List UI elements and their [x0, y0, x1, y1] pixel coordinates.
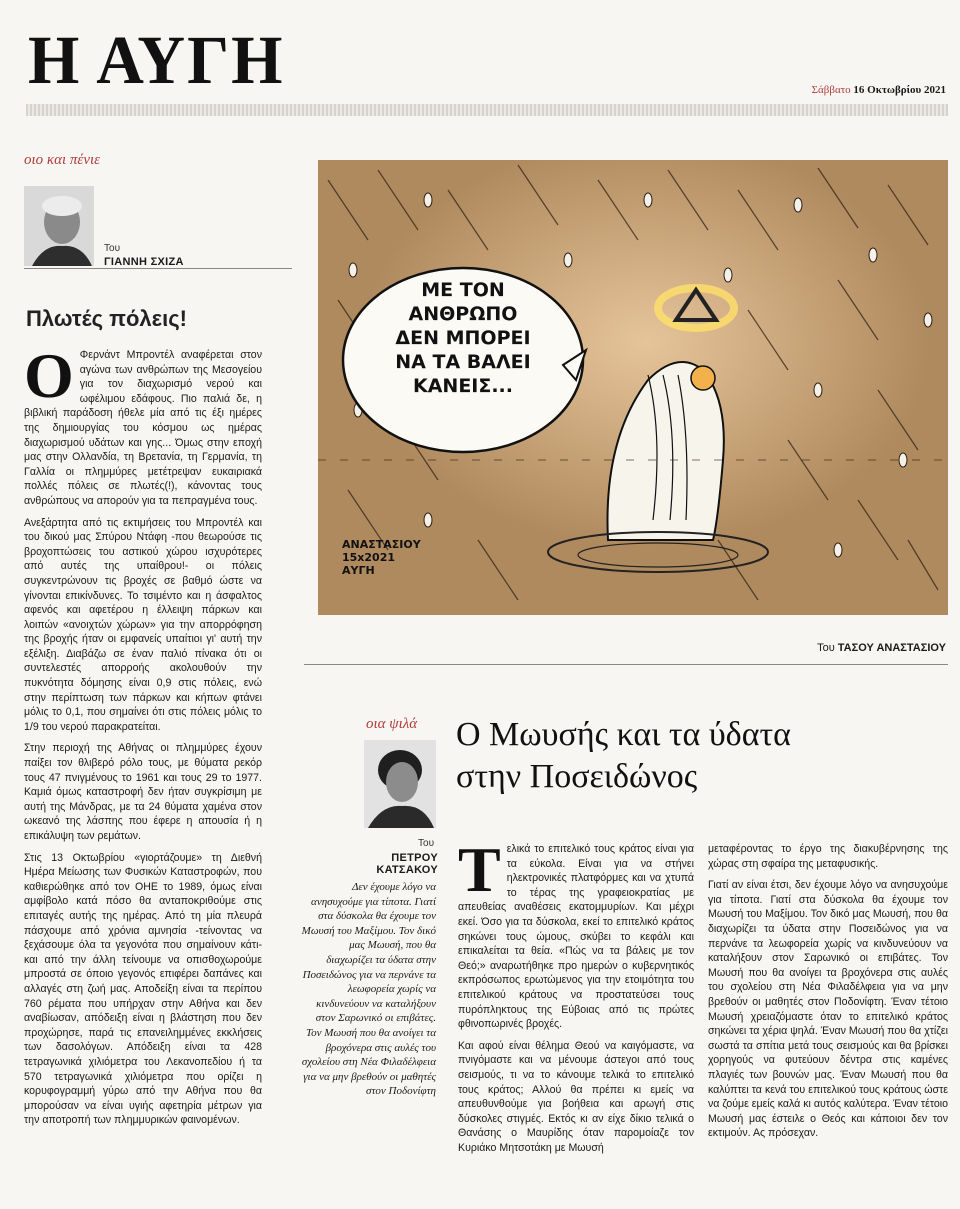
speech-line: ΔΕΝ ΜΠΟΡΕΙ: [395, 327, 531, 349]
headline-line: στην Ποσειδώνος: [456, 758, 698, 795]
signature-paper: ΑΥΓΗ: [342, 564, 375, 577]
speech-line: ΚΑΝΕΙΣ...: [412, 375, 513, 397]
byline-prefix-2: Του: [418, 838, 435, 849]
credit-name: ΤΑΣΟΥ ΑΝΑΣΤΑΣΙΟΥ: [837, 642, 946, 654]
byline-divider-1: [24, 268, 292, 269]
dropcap-2: Τ: [458, 834, 501, 905]
headline-mwysis: [456, 714, 791, 798]
paragraph: Γιατί αν είναι έτσι, δεν έχουμε λόγο να ανησυχούμε για τίποτα. Γιατί στα δύσκολα θα έχουμε τον Μωυσή του Μαξίμου. Τον δικό μας Μωυσή, που θα διαχωρίζει τα ύδατα στην Ποσειδώνος για να περνάνε τα λεωφορεία χωρίς να κινδυνεύουν να καταλήξουν στον Σαρωνικό οι επιβάτες. Τον Μωυσή που θα ανοίγει τα βροχόνερα στις αυλές του σχολείου στη Νέα Φιλαδέλφεια για να μην βρεθούν οι μαθητές στον Ποδονίφτη. Έναν τέτοιο Μωυσή χρειαζόμαστε όταν το επιτελικό κράτος σηκώνει τα χέρια ψηλά. Έναν Μωυσή που θα χτίζει σωστά τα σπίτια μετά τους σεισμούς και θα βρίσκει χορηγούς να φυτεύουν δέντρα στις καμένες πλαγιές των βουνών μας. Έναν Μωυσή που θα καλύπτει τα κενά του επιτελικού τους κράτους ώστε να ζούμε εμείς καλά κι αυτός καλύτερα. Έναν τέτοιο Μωυσή μας έστειλε ο Θεός και κάποιοι δεν τον εκτιμούν. Ας πρόσεχαν.: [708, 879, 948, 1140]
cartoon-signature: [342, 538, 421, 577]
dropcap-1: Ο: [24, 340, 74, 411]
speech-line: ΝΑ ΤΑ ΒΑΛΕΙ: [395, 351, 531, 373]
headline-plotes-poleis: Πλωτές πόλεις!: [26, 306, 187, 331]
cartoon-illustration: [318, 160, 948, 615]
paragraph: Και αφού είναι θέλημα Θεού να καιγόμαστε, να πνιγόμαστε και να μένουμε άστεγοι από τους σεισμούς, τι να το κάνουμε τελικά το επιτελικό τους κράτος; Αλλού θα πρέπει κι εμείς να απευθυνθούμε για βοήθεια και αρωγή στις δύσκολες στιγμές. Εκτός κι αν είχε δίκιο τελικά ο Θανάσης ο Μαυρίδης όταν παρομοίαζε τον Κυριάκο Μητσοτάκη με Μωυσή: [458, 1039, 694, 1154]
cartoon-divider: [304, 664, 948, 665]
pull-quote: Δεν έχουμε λόγο να ανησυχούμε για τίποτα. Γιατί στα δύσκολα θα έχουμε τον Μωυσή του Μαξίμου. Τον δικό μας Μωυσή, που θα διαχωρίζει τα ύδατα στην Ποσειδώνος για να περνάνε τα λεωφορεία χωρίς να κινδυνεύουν να καταλήξουν στον Σαρωνικό οι επιβάτες. Τον Μωυσή που θα ανοίγει τα βροχόνερα στις αυλές του σχολείου στη Νέα Φιλαδέλφεια για να μην βρεθούν οι μαθητές στον Ποδονίφτη: [301, 881, 436, 1098]
author-photo-schiza: [24, 186, 94, 266]
paragraph: μεταφέροντας το έργο της διακυβέρνησης της χώρας στη σφαίρα της μεταφυσικής.: [708, 843, 948, 870]
section-label-1: οιο και πένιε: [24, 152, 101, 168]
paragraph: Φερνάντ Μπροντέλ αναφέρεται στον αγώνα των ανθρώπων της Μεσογείου για τον διαχωρισμό νερού και ωφέλιμου εδάφους. Πιο παλιά δε, η βιβλική παράδοση ήθελε μία από τις έξι ημέρες της δημιουργίας του κόσμου ως ημέρας διαχωρισμού υδάτων και γης... Όμως στην εποχή μας στην Ολλανδία, τη Βρετανία, τη Γερμανία, τη Γαλλία οι πλημμύρες μετέτρεψαν ευκαιριακά πολλές πόλεις σε πλωτές(!), κάνοντας τους ανθρώπους να απορούν για τα πεπραγμένα τους.: [24, 349, 262, 507]
speech-line: ΑΝΘΡΩΠΟ: [408, 303, 518, 325]
date-day: Σάββατο: [811, 84, 851, 96]
cartoon-credit: [817, 642, 946, 654]
article-body-1: [24, 340, 262, 1135]
paragraph: Στις 13 Οκτωβρίου «γιορτάζουμε» τη Διεθνή Ημέρα Μείωσης των Φυσικών Καταστροφών, που καθιερώθηκε από τον ΟΗΕ το 1989, όμως είναι αμφίβολο κατά πόσο θα ανταποκριθούμε στις επιταγές αυτής της ημέρας. Από τη μία πλευρά πάσχουμε από χρόνια αμνησία -τείνοντας να ξεχάσουμε όλα τα γεγονότα που σημαίνουν κάτι- και από την άλλη τείνουμε να οπισθοχωρούμε μπροστά σε όποιο γεγονός επιφέρει δαπάνες και αλλαγές στη ζωή μας. Αποδείξη είναι τα περίπου 760 ρέματα που υπήρχαν στην Αθήνα και δεν αναβίωσαν, απόδειξη είναι η βλάστηση που δεν προχώρησε, παρά τις επανειλημμένες εκκλήσεις των δασολόγων. Απόδειξη είναι τα 428 τετραγωνικά χιλιόμετρα του Λεκανοπεδίου ή τα 570 τετραγωνικά χιλιόμετρα που ορίζει η κορυφογραμμή γύρω από την Αθήνα που θα μπορούσαν να είναι υγιής αφετηρία μέτρων για την αποτροπή των πλημμυρικών φαινομένων.: [24, 851, 262, 1127]
article-body-2-right: [708, 842, 948, 1148]
byline-author-1: ΓΙΑΝΝΗ ΣΧΙΖΑ: [104, 256, 184, 268]
speech-bubble-text: [378, 278, 548, 398]
issue-date: [812, 84, 946, 96]
paragraph: ελικά το επιτελικό τους κράτος είναι για τα εύκολα. Είναι για να στήνει ηλεκτρονικές πλατφόρμες και να χτυπά το τέρας της γραφειοκρατίας με απευθείας αναθέσεις εκατομμυρίων. Και μέχρι εκεί. Όσο για τα δύσκολα, εκεί το επιτελικό κράτος σηκώνει τους ώμους, σκύβει το κεφάλι και επικαλείται τα θεία. «Πώς να τα βάλεις με τον Θεό;» αναρωτήθηκε προ ημερών ο κυβερνητικός εκπρόσωπος ερωτώμενος για την ετοιμότητα του επιτελικού κράτους να προστατεύσει τους πυρόπληκτους της Εύβοιας από τις πρώτες φθινοπωρινές βροχές.: [458, 843, 694, 1031]
headline-line: Ο Μωυσής και τα ύδατα: [456, 716, 791, 753]
byline-author-2: ΠΕΤΡΟΥ ΚΑΤΣΑΚΟΥ: [376, 852, 438, 876]
byline-prefix-1: Του: [104, 243, 121, 254]
section-label-2: οια ψιλά: [366, 716, 418, 732]
speech-line: ΜΕ ΤΟΝ: [421, 279, 505, 301]
author-photo-katsakou: [364, 740, 436, 828]
paragraph: Στην περιοχή της Αθήνας οι πλημμύρες έχουν παίξει τον θλιβερό ρόλο τους, με θύματα ρεκόρ τους 47 πνιγμένους το 1961 και τους 29 το 1977. Καμιά όμως καταστροφή δεν ήταν συγκρίσιμη με αυτή της Μάνδρας, με τα 24 θύματα χαμένα στον ωκεανό της λάσπης που έφερε η απουσία ή η επικάλυψη των ρεμάτων.: [24, 742, 262, 842]
date-rest: 16 Οκτωβρίου 2021: [853, 84, 946, 96]
header-rule: [26, 104, 948, 116]
credit-prefix: Του: [817, 642, 835, 654]
signature-name: ΑΝΑΣΤΑΣΙΟΥ: [342, 538, 421, 551]
masthead-logo: Η ΑΥΓΗ: [28, 22, 285, 99]
article-body-2-left: [458, 834, 694, 1162]
signature-date: 15x2021: [342, 551, 396, 564]
paragraph: Ανεξάρτητα από τις εκτιμήσεις του Μπροντέλ και του δικού μας Σπύρου Ντάφη -που θεωρούσε τις βροχοπτώσεις του αστικού χώρου ισχυρότερες από αυτές της υπαίθρου!- οι πόλεις συγκεντρώνουν τις βροχές σε βαθμό ώστε να γίνονται επικίνδυνες. Το τσιμέντο και η άσφαλτος αφενός και αφετέρου η έλλειψη πάρκων και λοιπών «ανοιχτών χώρων» για την απορρόφηση της βροχής ήταν οι εμφανείς υπαίτιοι γι' αυτή την εξέλιξη. Διαβάζω σε έναν παλιό πίνακα ότι οι συντελεστές απορροής ακολουθούν την πυκνότητα δόμησης είναι 0,9 στις πόλεις, ενώ στην περίπτωση των πάρκων και κήπων φτάνει μόλις το 0,1, που σημαίνει ότι στις πόλεις μόλις το 1/9 του νερού παρακρατείται.: [24, 516, 262, 733]
